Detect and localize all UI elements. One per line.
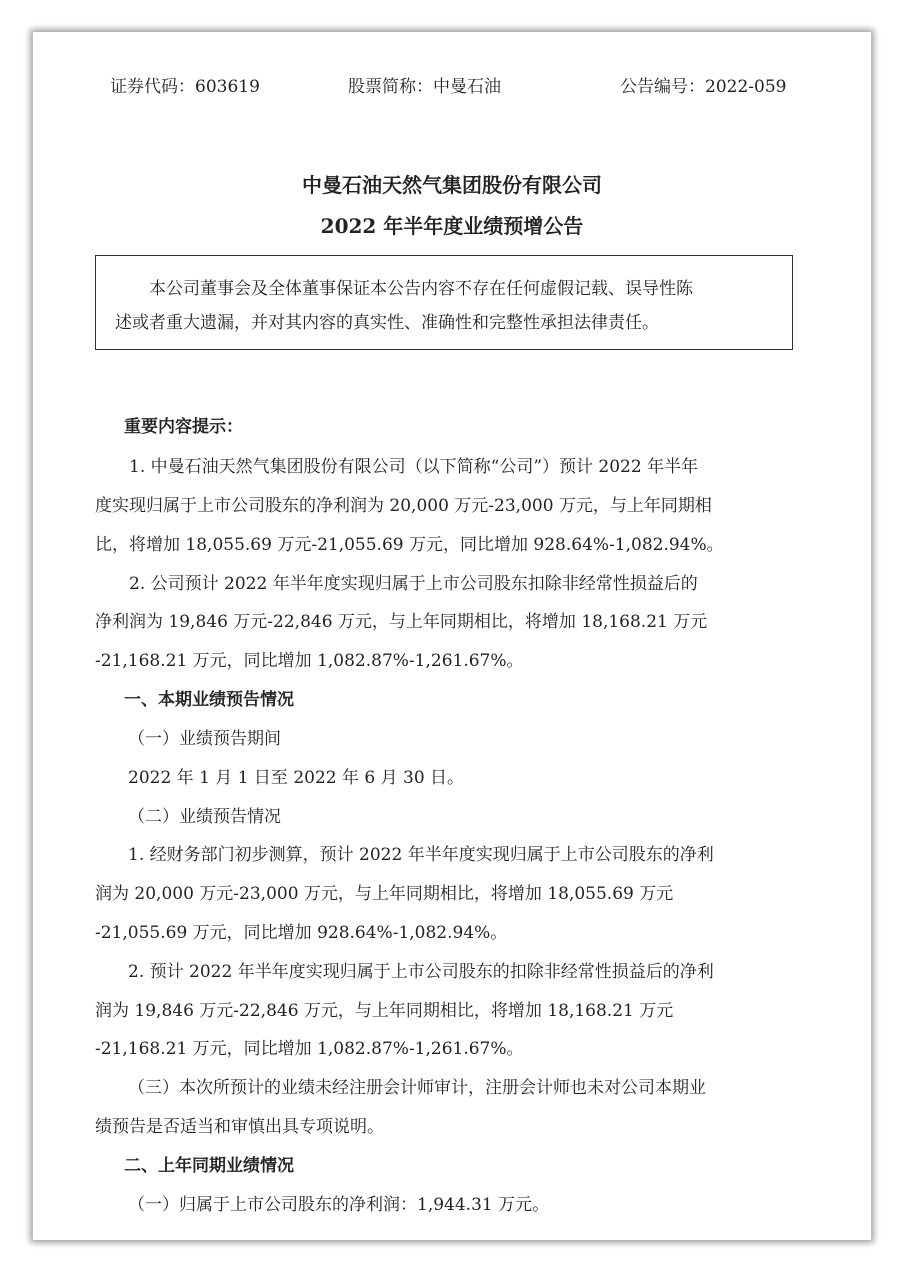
paragraph-line: （一）归属于上市公司股东的净利润：1,944.31 万元。 xyxy=(128,1195,550,1215)
paragraph-line: 2. 公司预计 2022 年半年度实现归属于上市公司股东扣除非经常性损益后的 xyxy=(129,574,698,594)
paragraph-line: 净利润为 19,846 万元-22,846 万元，与上年同期相比，将增加 18,168.21 万元 xyxy=(95,612,708,632)
company-title: 中曼石油天然气集团股份有限公司 xyxy=(302,173,602,197)
paragraph-line: -21,168.21 万元，同比增加 1,082.87%-1,261.67%。 xyxy=(95,651,524,671)
section-heading: 二、上年同期业绩情况 xyxy=(124,1156,294,1176)
announcement-number: 公告编号：2022-059 xyxy=(620,77,787,97)
paragraph-line: 比，将增加 18,055.69 万元-21,055.69 万元，同比增加 928.64%-1,082.94%。 xyxy=(95,535,724,555)
section-heading: 一、本期业绩预告情况 xyxy=(124,690,294,710)
announcement-title: 2022 年半年度业绩预增公告 xyxy=(320,214,584,238)
stock-code: 证券代码：603619 xyxy=(110,77,260,97)
paragraph-line: -21,168.21 万元，同比增加 1,082.87%-1,261.67%。 xyxy=(95,1039,524,1059)
subsection-heading: （二）业绩预告情况 xyxy=(128,807,281,827)
paragraph-line: 绩预告是否适当和审慎出具专项说明。 xyxy=(95,1117,384,1137)
highlights-heading: 重要内容提示： xyxy=(124,417,243,437)
paragraph-line: 1. 中曼石油天然气集团股份有限公司（以下简称“公司”）预计 2022 年半年 xyxy=(129,457,699,477)
paragraph-line: 润为 19,846 万元-22,846 万元，与上年同期相比，将增加 18,168.21 万元 xyxy=(95,1001,674,1021)
stock-abbreviation: 股票简称：中曼石油 xyxy=(348,77,501,97)
subsection-heading: （一）业绩预告期间 xyxy=(128,729,281,749)
paragraph-line: 1. 经财务部门初步测算，预计 2022 年半年度实现归属于上市公司股东的净利 xyxy=(128,845,714,865)
document-page xyxy=(33,32,871,1240)
paragraph-line: -21,055.69 万元，同比增加 928.64%-1,082.94%。 xyxy=(95,923,508,943)
disclaimer-box xyxy=(95,255,793,350)
disclaimer-line: 本公司董事会及全体董事保证本公告内容不存在任何虚假记载、误导性陈 xyxy=(149,279,693,299)
paragraph-line: 度实现归属于上市公司股东的净利润为 20,000 万元-23,000 万元，与上年同期相 xyxy=(95,496,712,516)
paragraph-line: 2. 预计 2022 年半年度实现归属于上市公司股东的扣除非经常性损益后的净利 xyxy=(128,962,714,982)
paragraph-line: 2022 年 1 月 1 日至 2022 年 6 月 30 日。 xyxy=(128,768,465,788)
disclaimer-line: 述或者重大遗漏，并对其内容的真实性、准确性和完整性承担法律责任。 xyxy=(115,313,659,333)
paragraph-line: 润为 20,000 万元-23,000 万元，与上年同期相比，将增加 18,055.69 万元 xyxy=(95,884,674,904)
document-header xyxy=(33,72,871,98)
paragraph-line: （三）本次所预计的业绩未经注册会计师审计，注册会计师也未对公司本期业 xyxy=(128,1078,706,1098)
